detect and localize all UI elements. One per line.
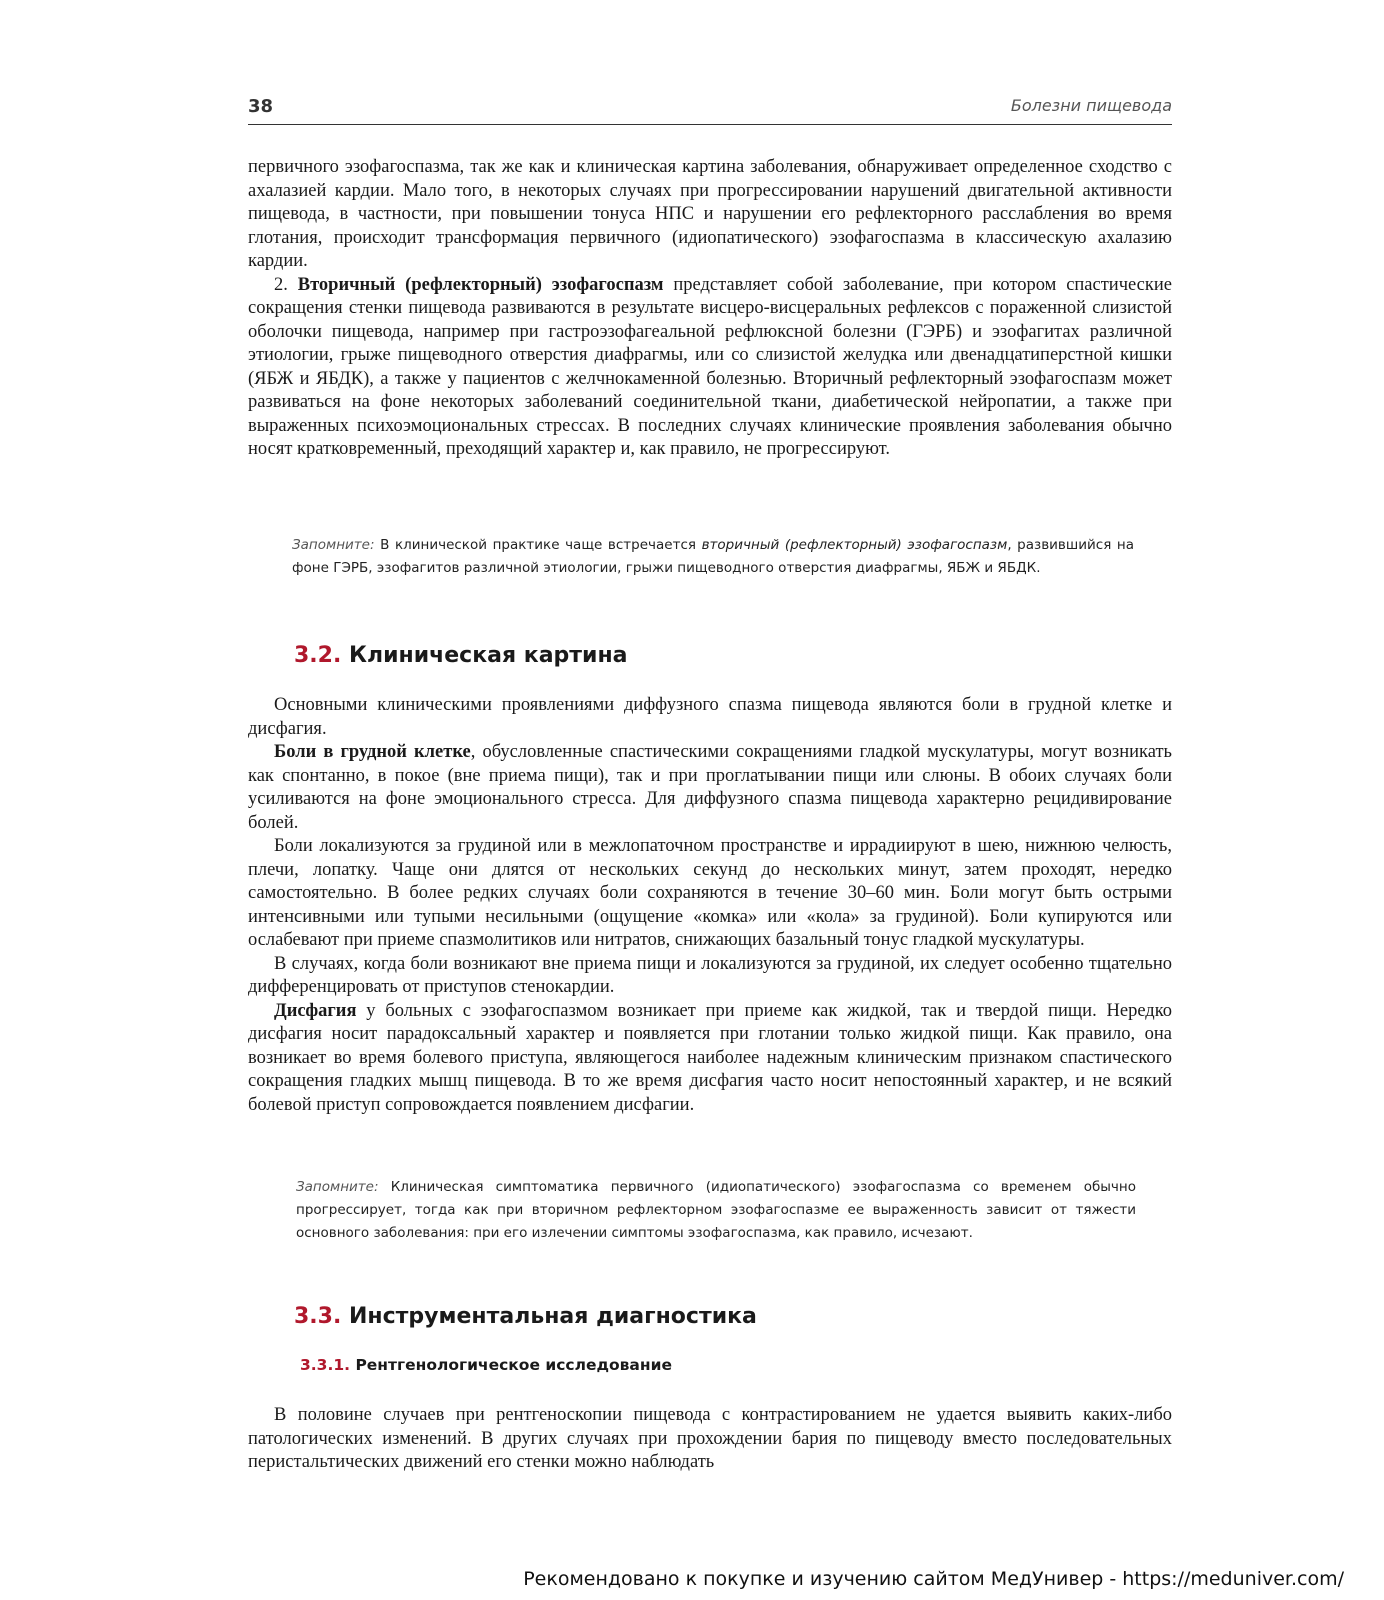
- paragraph-text: , обусловленные спастическими сокращениями гладкой мускулатуры, могут возникать как спонтанно, в покое (вне приема пищи), так и при проглатывании пищи или слюны. В обоих случаях боли усиливаются на фоне эмоционального стресса. Для диффузного спазма пищевода характерно рецидивирование болей.: [248, 742, 1172, 833]
- paragraph: Основными клиническими проявлениями диффузного спазма пищевода являются боли в грудной клетке и дисфагия.: [248, 695, 1172, 739]
- remember-note-1: [292, 534, 1134, 580]
- remember-label: Запомните:: [296, 1179, 379, 1195]
- paragraph: [248, 274, 1172, 462]
- section-heading-3-2: [294, 643, 628, 668]
- paragraph: В половине случаев при рентгеноскопии пищевода с контрастированием не удается выявить каких-либо патологических изменений. В других случаях при прохождении бария по пищеводу вместо последовательных перистальтических движений его стенки можно наблюдать: [248, 1405, 1172, 1472]
- paragraph-text: у больных с эзофагоспазмом возникает при приеме как жидкой, так и твердой пищи. Нередко дисфагия носит парадоксальный характер и появляется при глотании только жидкой пищи. Как правило, она возникает во время болевого приступа, являющегося наиболее надежным клиническим признаком спастического сокращения гладких мышц пищевода. В то же время дисфагия часто носит непостоянный характер, и не всякий болевой приступ сопровождается появлением дисфагии.: [248, 1000, 1172, 1115]
- note-text: Клиническая симптоматика первичного (идиопатического) эзофагоспазма со временем обычно прогрессирует, тогда как при вторичном рефлекторном эзофагоспазме ее выраженность зависит от тяжести основного заболевания: при его излечении симптомы эзофагоспазма, как правило, исчезают.: [296, 1179, 1136, 1241]
- subsection-number: 3.3.1.: [300, 1356, 351, 1374]
- footer-recommendation: Рекомендовано к покупке и изучению сайтом МедУнивер - https://meduniver.com/: [523, 1568, 1344, 1590]
- page-number: 38: [248, 96, 274, 117]
- list-number: 2.: [274, 274, 298, 295]
- section-number: 3.2.: [294, 643, 342, 668]
- bold-term: Дисфагия: [274, 1000, 357, 1021]
- running-title: Болезни пищевода: [1010, 96, 1172, 115]
- section-number: 3.3.: [294, 1304, 342, 1329]
- remember-label: Запомните:: [292, 537, 375, 553]
- paragraph-text: представляет собой заболевание, при котором спастические сокращения стенки пищевода развиваются в результате висцеро-висцеральных рефлексов с пораженной слизистой оболочки пищевода, например при гастроэзофагеальной рефлюксной болезни (ГЭРБ) и эзофагитах различной этиологии, грыже пищеводного отверстия диафрагмы, или со слизистой желудка или двенадцатиперстной кишки (ЯБЖ и ЯБДК), а также у пациентов с желчнокаменной болезнью. Вторичный рефлекторный эзофагоспазм может развиваться на фоне некоторых заболеваний соединительной ткани, диабетической нейропатии, а также при выраженных психоэмоциональных стрессах. В последних случаях клинические проявления заболевания обычно носят кратковременный, преходящий характер и, как правило, не прогрессируют.: [248, 274, 1172, 459]
- page-header: [248, 94, 1172, 125]
- paragraph: [248, 741, 1172, 835]
- note-italic: вторичный (рефлекторный) эзофагоспазм: [701, 537, 1008, 553]
- subsection-heading-3-3-1: [300, 1356, 672, 1374]
- paragraph: первичного эзофагоспазма, так же как и клиническая картина заболевания, обнаруживает определенное сходство с ахалазией кардии. Мало того, в некоторых случаях при прогрессировании нарушений двигательной активности пищевода, в частности, при повышении тонуса НПС и нарушении его рефлекторного расслабления во время глотания, происходит трансформация первичного (идиопатического) эзофагоспазма в классическую ахалазию кардии.: [248, 157, 1172, 271]
- paragraph: [248, 1000, 1172, 1118]
- paragraph: В случаях, когда боли возникают вне приема пищи и локализуются за грудиной, их следует особенно тщательно дифференцировать от приступов стенокардии.: [248, 953, 1172, 997]
- paragraph: Боли локализуются за грудиной или в межлопаточном пространстве и иррадиируют в шею, нижнюю челюсть, плечи, лопатку. Чаще они длятся от нескольких секунд до нескольких минут, затем проходят, нередко самостоятельно. В более редких случаях боли сохраняются в течение 30–60 мин. Боли могут быть острыми интенсивными или тупыми несильными (ощущение «комка» или «кола» за грудиной). Боли купируются или ослабевают при приеме спазмолитиков или нитратов, снижающих базальный тонус гладкой мускулатуры.: [248, 836, 1172, 950]
- section-heading-3-3: [294, 1304, 757, 1329]
- remember-note-2: [296, 1176, 1136, 1245]
- text-block-1: [248, 156, 1172, 462]
- note-text: , развившийся на фоне ГЭРБ, эзофагитов различной этиологии, грыжи пищеводного отверстия диафрагмы, ЯБЖ и ЯБДК.: [292, 537, 1135, 576]
- text-block-3: [248, 1404, 1172, 1475]
- section-title: Клиническая картина: [349, 643, 628, 668]
- note-text: В клинической практике чаще встречается: [374, 537, 702, 553]
- text-block-2: [248, 694, 1172, 1117]
- subsection-title: Рентгенологическое исследование: [355, 1356, 672, 1374]
- section-title: Инструментальная диагностика: [349, 1304, 757, 1329]
- bold-term: Боли в грудной клетке: [274, 742, 471, 762]
- bold-term: Вторичный (рефлекторный) эзофагоспазм: [297, 274, 664, 295]
